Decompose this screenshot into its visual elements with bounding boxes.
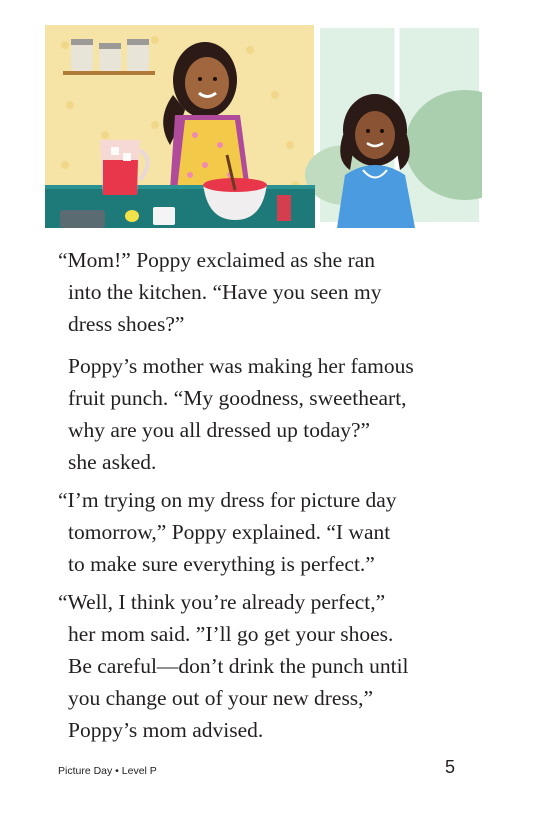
text-line: tomorrow,” Poppy explained. “I want: [68, 520, 391, 544]
text-line: her mom said. ”I’ll go get your shoes.: [68, 622, 394, 646]
text-line: Poppy’s mom advised.: [68, 718, 264, 742]
text-line: fruit punch. “My goodness, sweetheart,: [68, 386, 407, 410]
text-line: “Well, I think you’re already perfect,”: [58, 590, 386, 614]
paragraph-2: [68, 350, 414, 478]
book-title-footer: Picture Day • Level P: [58, 765, 157, 777]
text-line: she asked.: [68, 450, 157, 474]
story-illustration: [45, 25, 482, 228]
paragraph-3: [58, 484, 397, 580]
text-line: dress shoes?”: [68, 312, 185, 336]
page-number: 5: [445, 757, 456, 777]
text-line: to make sure everything is perfect.”: [68, 552, 375, 576]
paragraph-4: [58, 586, 409, 746]
text-line: you change out of your new dress,”: [68, 686, 374, 710]
text-line: “Mom!” Poppy exclaimed as she ran: [58, 248, 376, 272]
text-line: why are you all dressed up today?”: [68, 418, 371, 442]
text-line: Be careful—don’t drink the punch until: [68, 654, 409, 678]
kitchen-scene-image: [45, 25, 482, 228]
text-line: Poppy’s mother was making her famous: [68, 354, 414, 378]
paragraph-1: [58, 244, 381, 340]
text-line: into the kitchen. “Have you seen my: [68, 280, 382, 304]
text-line: “I’m trying on my dress for picture day: [58, 488, 397, 512]
